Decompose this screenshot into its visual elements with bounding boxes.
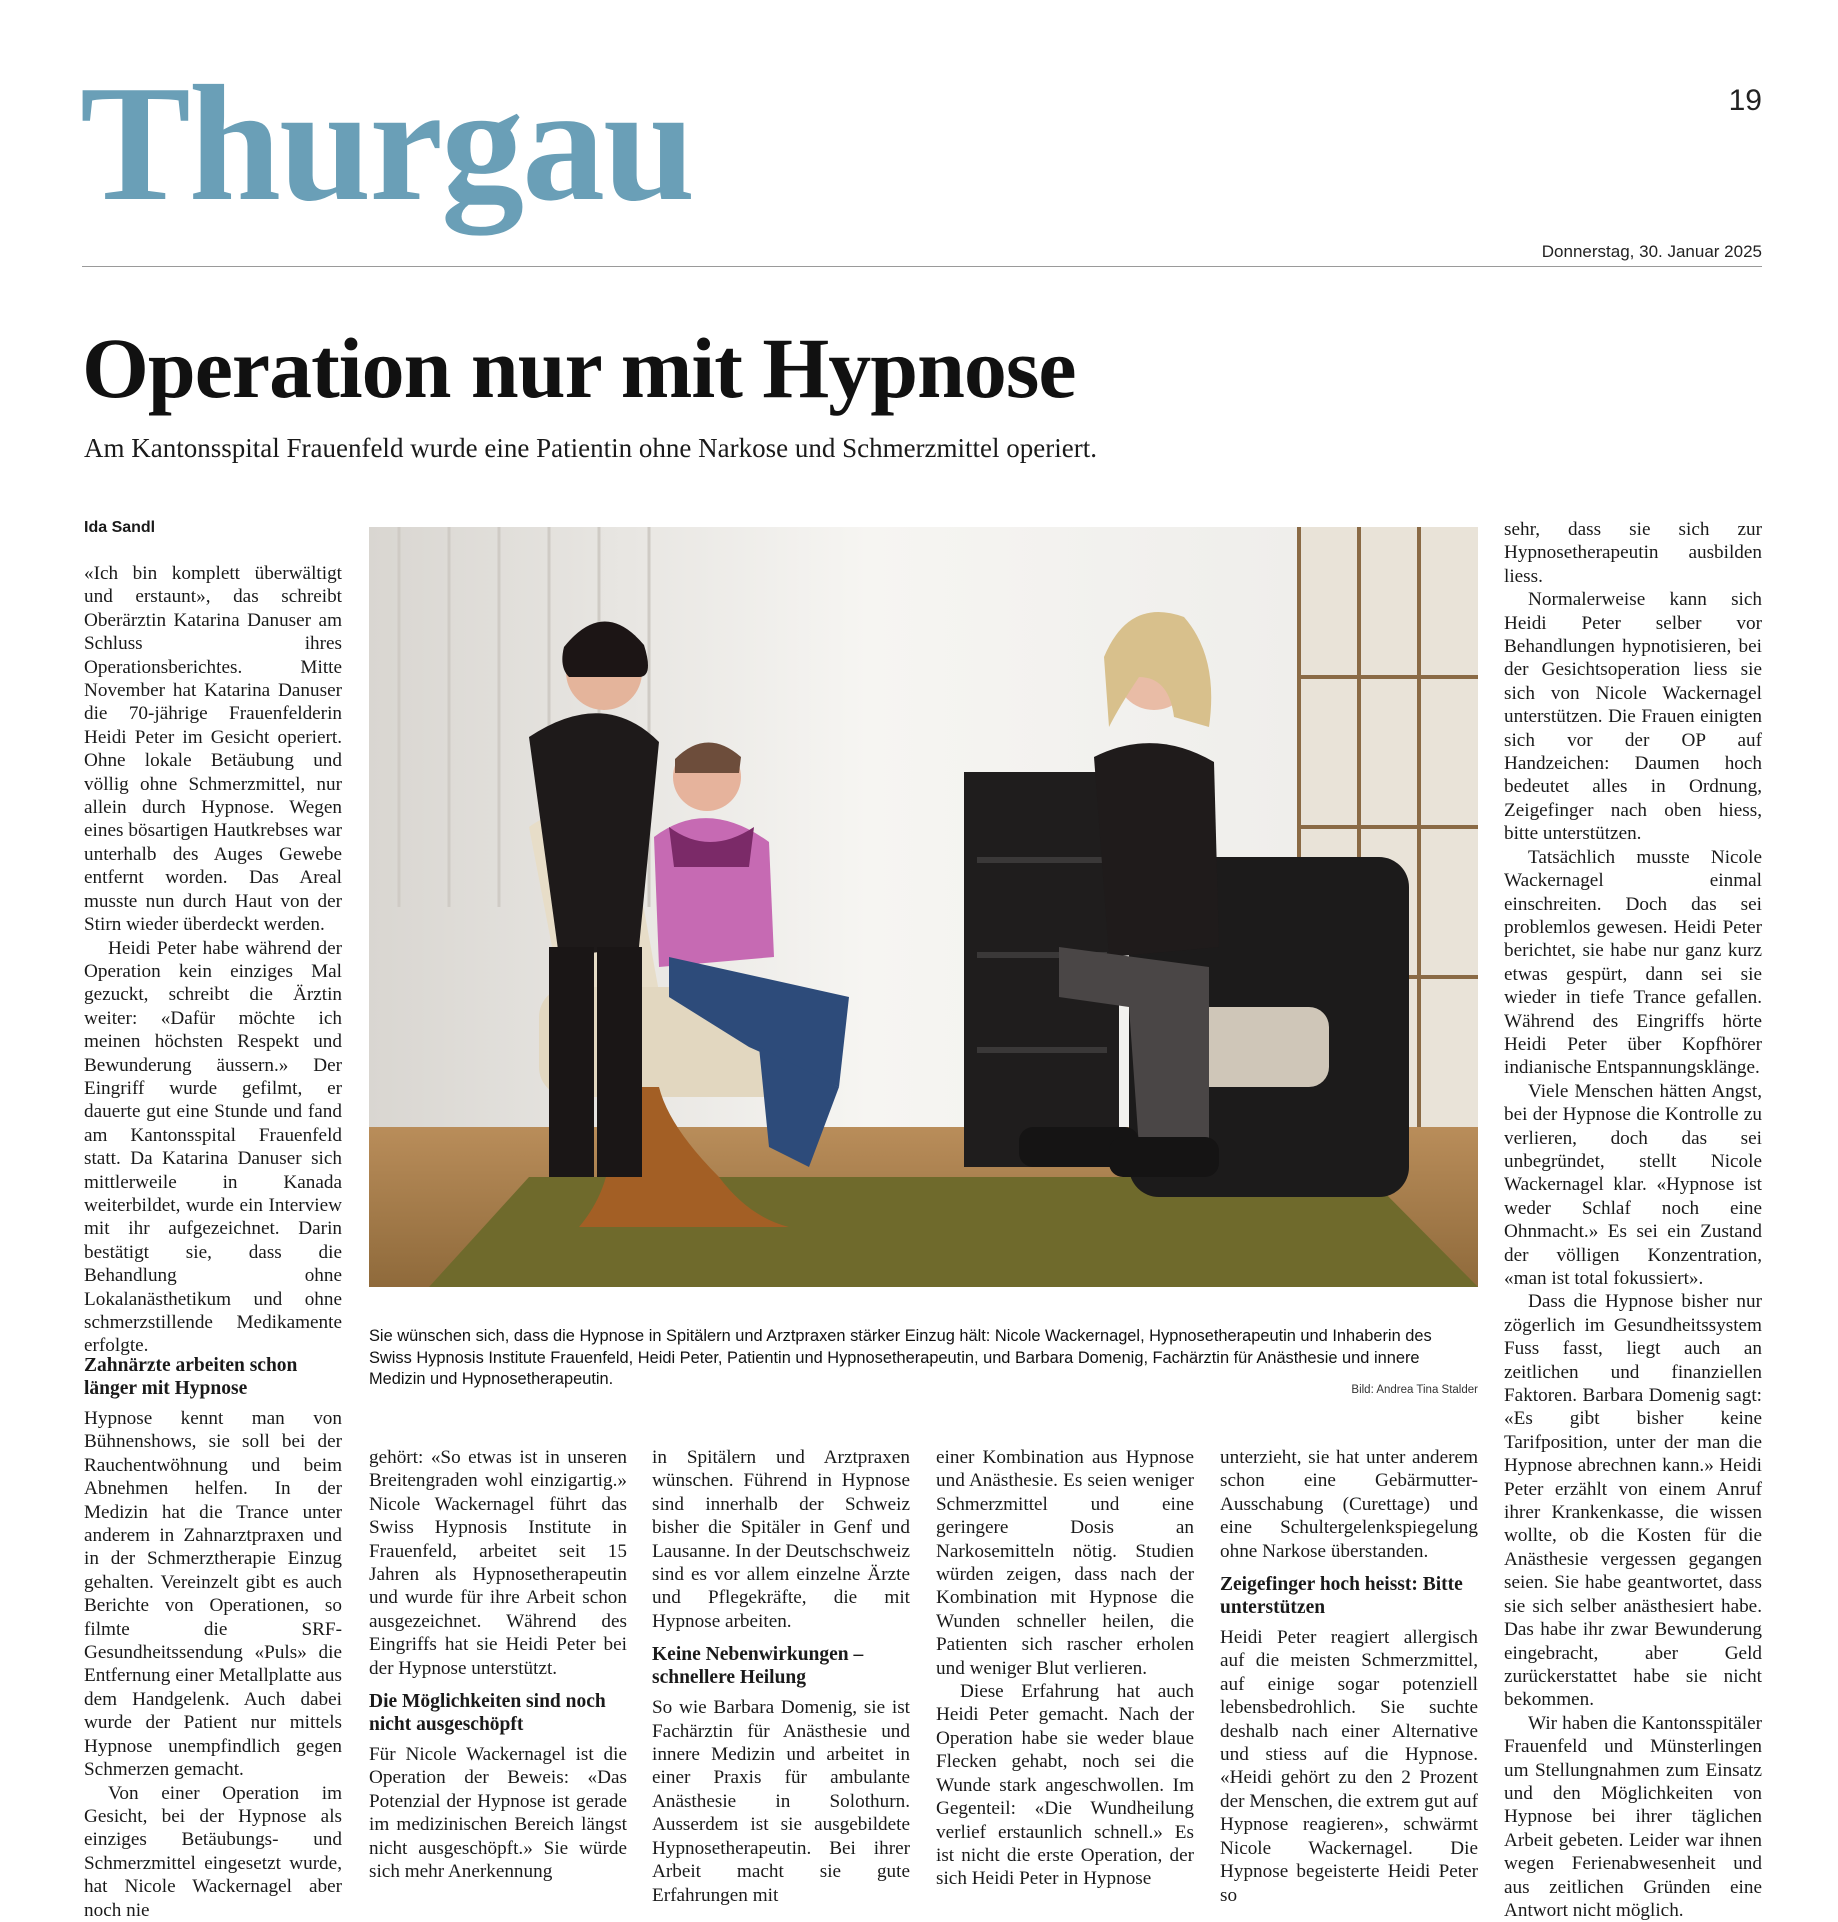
article-column-3: [652, 1446, 910, 1907]
subheading: Zahnärzte arbeiten schon länger mit Hypnose: [84, 1355, 298, 1399]
article-column-6: [1504, 518, 1762, 1922]
article-author: Ida Sandl: [84, 519, 156, 536]
paragraph: sehr, dass sie sich zur Hypnosetherapeutin ausbilden liess.: [1504, 519, 1762, 587]
paragraph: Viele Menschen hätten Angst, bei der Hypnose die Kontrolle zu verlieren, doch das sei unbegründet, stellt Nicole Wackernagel klar. «Hypnose ist weder Schlaf noch eine Ohnmacht.» Es sei ein Zustand der völligen Konzentration, «man ist total fokussiert».: [1504, 1080, 1762, 1289]
paragraph: So wie Barbara Domenig, sie ist Fachärztin für Anästhesie und innere Medizin und arbeitet in einer Praxis für ambulante Anästhesie in Solothurn. Ausserdem ist sie ausgebildete Hypnosetherapeutin. Bei ihrer Arbeit macht sie gute Erfahrungen mit: [652, 1697, 910, 1906]
paragraph: gehört: «So etwas ist in unseren Breitengraden wohl einzigartig.» Nicole Wackernagel führt das Swiss Hypnosis Institute in Frauenfeld, arbeitet seit 15 Jahren als Hypnosetherapeutin und wurde für ihre Arbeit schon ausgezeichnet. Während des Eingriffs hat sie Heidi Peter bei der Hypnose unterstützt.: [369, 1447, 627, 1679]
paragraph: Heidi Peter reagiert allergisch auf die meisten Schmerzmittel, auf einige sogar potenziell lebensbedrohlich. Sie suchte deshalb nach einer Alternative und stiess auf die Hypnose. «Heidi gehört zu den 2 Prozent der Menschen, die extrem gut auf Hypnose reagieren», schwärmt Nicole Wackernagel. Die Hypnose begeisterte Heidi Peter so: [1220, 1627, 1478, 1906]
article-photo: [369, 527, 1478, 1287]
paragraph: Tatsächlich musste Nicole Wackernagel einmal einschreiten. Doch das sei problemlos gewesen. Heidi Peter berichtet, sie habe nur ganz kurz etwas gespürt, dann sei sie wieder in tiefe Trance gefallen. Während des Eingriffs hörte Heidi Peter über Kopfhörer indianische Entspannungsklänge.: [1504, 846, 1762, 1079]
page-number: 19: [1728, 84, 1762, 117]
issue-date: Donnerstag, 30. Januar 2025: [1541, 242, 1762, 261]
paragraph: Heidi Peter habe während der Operation kein einziges Mal gezuckt, schreibt die Ärztin weiter: «Dafür möchte ich meinen höchsten Respekt und Bewunderung äussern.» Der Eingriff wurde gefilmt, er dauerte gut eine Stunde und fand am Kantonsspital Frauenfeld statt. Da Katarina Danuser sich mittlerweile in Kanada weiterbildet, wurde ein Interview mit ihr aufgezeichnet. Darin bestätigt sie, dass die Behandlung ohne Lokalanästhetikum und ohne schmerzstillende Medikamente erfolgte.: [84, 937, 342, 1357]
header-rule: [82, 266, 1762, 267]
photo-credit: Bild: Andrea Tina Stalder: [1351, 1384, 1478, 1396]
subheading: Zeigefinger hoch heisst: Bitte unterstützen: [1220, 1574, 1463, 1619]
article-column-4: [936, 1446, 1194, 1891]
paragraph: Wir haben die Kantonsspitäler Frauenfeld und Münsterlingen um Stellungnahmen zum Einsatz und den Möglichkeiten von Hypnose bei ihrer täglichen Arbeit gebeten. Leider war ihnen wegen Ferienabwesenheit und aus zeitlichen Gründen eine Antwort nicht möglich.: [1504, 1712, 1762, 1921]
subheading: Keine Nebenwirkungen – schnellere Heilung: [652, 1644, 864, 1689]
article-column-2: [369, 1446, 627, 1884]
paragraph: einer Kombination aus Hypnose und Anästhesie. Es seien weniger Schmerzmittel und eine geringere Dosis an Narkosemitteln nötig. Studien würden zeigen, dass nach der Kombination mit Hypnose die Wunden schneller heilen, die Patienten sich rascher erholen und weniger Blut verlieren.: [936, 1447, 1194, 1679]
article-headline: Operation nur mit Hypnose: [82, 320, 1076, 416]
paragraph: in Spitälern und Arztpraxen wünschen. Führend in Hypnose sind innerhalb der Schweiz bisher die Spitäler in Genf und Lausanne. In der Deutschschweiz sind es vor allem einzelne Ärzte und Pflegekräfte, die mit Hypnose arbeiten.: [652, 1447, 910, 1632]
paragraph: Hypnose kennt man von Bühnenshows, sie soll bei der Rauchentwöhnung und beim Abnehmen helfen. In der Medizin hat die Trance unter anderem in Zahnarztpraxen und in der Schmerztherapie Einzug gehalten. Vereinzelt gibt es auch Berichte von Operationen, so filmte die SRF-Gesundheitssendung «Puls» die Entfernung einer Metallplatte aus dem Handgelenk. Auch dabei wurde der Patient nur mittels Hypnose unempfindlich gegen Schmerzen gemacht.: [84, 1408, 342, 1781]
article-column-1: [84, 562, 342, 1358]
article-lead: Am Kantonsspital Frauenfeld wurde eine Patientin ohne Narkose und Schmerzmittel operiert.: [84, 433, 1097, 463]
paragraph: Dass die Hypnose bisher nur zögerlich im Gesundheitssystem Fuss fasst, liegt auch an zeitlichen und finanziellen Faktoren. Barbara Domenig sagt: «Es gibt bisher keine Tarifposition, unter der man die Hypnose abrechnen kann.» Heidi Peter erzählt von einem Anruf ihrer Krankenkasse, die wissen wollte, ob die Kosten für die Anästhesie vergessen gegangen seien. Sie habe geantwortet, dass sie sich selber anästhesiert habe. Das habe ihr zwar Bewunderung eingebracht, aber Geld zurückerstattet habe sie nicht bekommen.: [1504, 1291, 1762, 1711]
paragraph: Diese Erfahrung hat auch Heidi Peter gemacht. Nach der Operation habe sie weder blaue Flecken gehabt, noch sei die Wunde stark angeschwollen. Im Gegenteil: «Die Wundheilung verlief erstaunlich schnell.» Es ist nicht die erste Operation, der sich Heidi Peter in Hypnose: [936, 1681, 1194, 1890]
paragraph: Normalerweise kann sich Heidi Peter selber vor Behandlungen hypnotisieren, bei der Gesichtsoperation liess sie sich von Nicole Wackernagel unterstützen. Die Frauen einigten sich vor der OP auf Handzeichen: Daumen hoch bedeutet alles in Ordnung, Zeigefinger nach oben hiess, bitte unterstützen.: [1504, 589, 1762, 845]
article-column-1-lower: [84, 1344, 342, 1922]
article-column-5: [1220, 1446, 1478, 1907]
paragraph: Von einer Operation im Gesicht, bei der Hypnose als einziges Betäubungs- und Schmerzmittel eingesetzt wurde, hat Nicole Wackernagel aber noch nie: [84, 1782, 342, 1921]
subheading: Die Möglichkeiten sind noch nicht ausgeschöpft: [369, 1691, 606, 1736]
paragraph: unterzieht, sie hat unter anderem schon eine Gebärmutter-Ausschabung (Curettage) und eine Schultergelenkspiegelung ohne Narkose überstanden.: [1220, 1447, 1478, 1562]
paragraph: Für Nicole Wackernagel ist die Operation der Beweis: «Das Potenzial der Hypnose ist gerade im medizinischen Bereich längst nicht ausgeschöpft.» Sie würde sich mehr Anerkennung: [369, 1744, 627, 1883]
photo-caption: Sie wünschen sich, dass die Hypnose in Spitälern und Arztpraxen stärker Einzug hält: Nicole Wackernagel, Hypnosetherapeutin und Inhaberin des Swiss Hypnosis Institute Frauenfeld, Heidi Peter, Patientin und Hypnosetherapeutin, und Barbara Domenig, Fachärztin für Anästhesie und innere Medizin und Hypnosetherapeutin.: [369, 1327, 1432, 1388]
paragraph: «Ich bin komplett überwältigt und erstaunt», das schreibt Oberärztin Katarina Danuser am Schluss ihres Operationsberichtes. Mitte November hat Katarina Danuser die 70-jährige Frauenfelderin Heidi Peter im Gesicht operiert. Ohne lokale Betäubung und völlig ohne Schmerzmittel, nur allein durch Hypnose. Wegen eines bösartigen Hautkrebses war unterhalb des Auges Gewebe entfernt worden. Das Areal musste nun durch Haut von der Stirn wieder überdeckt werden.: [84, 563, 342, 936]
section-title: Thurgau: [80, 51, 694, 235]
